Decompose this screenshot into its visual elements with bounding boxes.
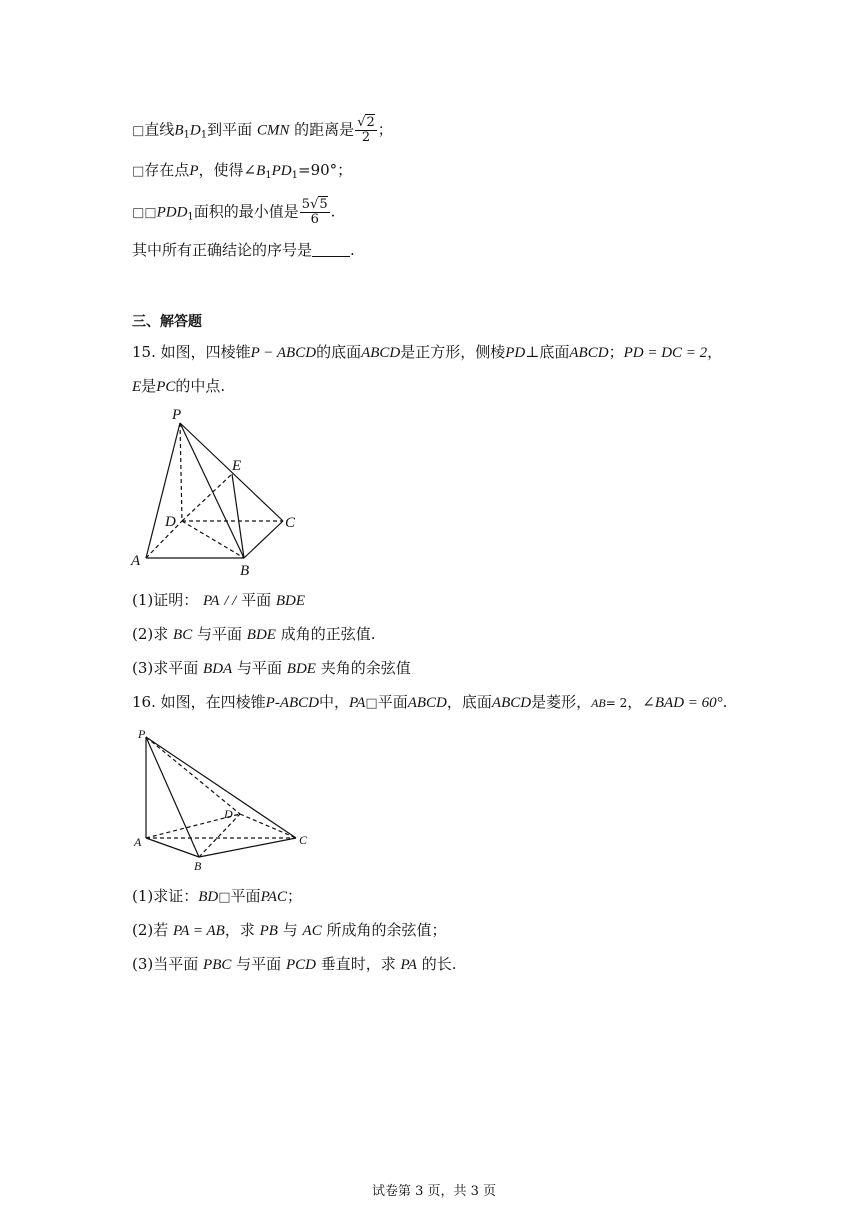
label-D: D [165, 514, 176, 530]
q15-stem-line1: 15. 如图，四棱锥P − ABCD的底面ABCD是正方形，侧棱PD⊥底面ABCD；PD = DC = 2， [132, 343, 723, 361]
q15-pyramid-figure [125, 400, 315, 580]
edge-AD [146, 521, 182, 558]
q16-pyramid-figure [130, 725, 320, 873]
fraction-sqrt2-over-2: $\frac{√2}{2}$ [357, 115, 375, 145]
label-E: E [232, 458, 242, 474]
q16-part1: (1)求证：BD□平面PAC； [132, 887, 302, 905]
q16-part3: (3)当平面 PBC 与平面 PCD 垂直时，求 PA 的长. [132, 955, 457, 973]
edge-PD [180, 423, 182, 521]
statement-3: □直线$B_1D_1$到平面 CMN 的距离是 $\frac{√2}{2}$ ； [132, 115, 393, 145]
label-A: A [131, 553, 141, 569]
label-P: P [172, 407, 182, 423]
q15-part3: (3)求平面 BDA 与平面 BDE 夹角的余弦值 [132, 659, 411, 677]
q15-stem-line2: E是PC的中点. [132, 377, 226, 395]
label-C: C [285, 515, 296, 531]
q16-stem: 16. 如图，在四棱锥P-ABCD中，PA□平面ABCD，底面ABCD是菱形，AB= 2，∠BAD = 60°. [132, 693, 728, 711]
statement-5: $□□PDD_1$面积的最小值是 $\frac{5√5}{6}$ . [132, 197, 336, 227]
edge-PA [146, 423, 180, 558]
fraction-5sqrt5-over-6: $\frac{5√5}{6}$ [301, 197, 328, 227]
edge-PD [146, 737, 240, 814]
conclusion-line: 其中所有正确结论的序号是 . [132, 241, 355, 259]
page-footer: 试卷第 3 页，共 3 页 [371, 1184, 497, 1199]
edge-BC [244, 521, 283, 558]
q16-part2: (2)若 PA = AB，求 PB 与 AC 所成角的余弦值； [132, 921, 447, 939]
q15-part1: (1)证明： PA / / 平面 BDE [132, 591, 306, 609]
label-A: A [134, 835, 142, 849]
label-B: B [194, 859, 202, 873]
label-D: D [224, 807, 233, 821]
section-heading: 三、解答题 [132, 314, 202, 330]
label-B: B [240, 563, 250, 579]
edge-BC [199, 838, 296, 857]
q15-part2: (2)求 BC 与平面 BDE 成角的正弦值. [132, 625, 376, 643]
edge-DC [240, 814, 296, 838]
statement-4: □存在点P，使得$\angle B_1PD_1=90^\circ$； [132, 161, 353, 181]
label-P: P [138, 727, 146, 741]
edge-AB [146, 838, 199, 857]
answer-blank[interactable] [312, 242, 350, 257]
label-C: C [299, 833, 308, 847]
